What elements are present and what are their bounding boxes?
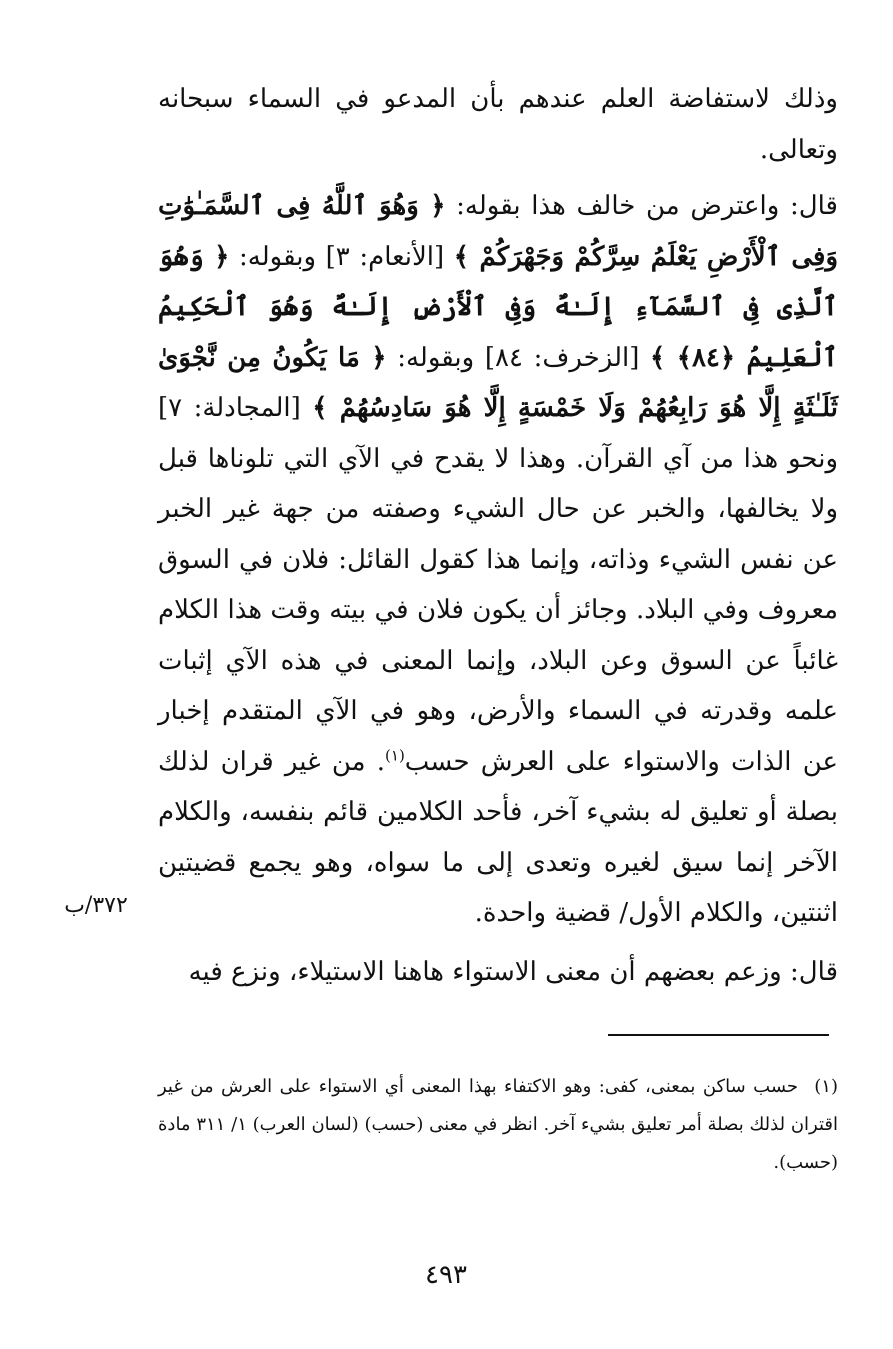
paragraph-2-body-b: . من غير قران لذلك بصلة أو تعليق له بشيء آخر، فأحد الكلامين قائم بنفسه، والكلام الآخر إنما سيق لغيره وتعدى إلى ما سواه، وهو يجمع قضيتين اثنتين، والكلام الأول/ قضية واحدة.	[158, 746, 838, 928]
paragraph-2	[158, 181, 838, 939]
paragraph-3: قال: وزعم بعضهم أن معنى الاستواء هاهنا الاستيلاء، ونزع فيه	[188, 956, 838, 987]
quran-verse-3: ﴿ مَا يَكُونُ مِن نَّجْوَىٰ ثَلَـٰثَةٍ إِلَّا هُوَ رَابِعُهُمْ وَلَا خَمْسَةٍ إِلَّا هُوَ سَادِسُهُمْ ﴾	[158, 342, 838, 423]
verse-reference-2: [الزخرف: ٨٤] وبقوله:	[386, 342, 651, 373]
main-text	[158, 74, 838, 997]
paragraph-2-body-a: [المجادلة: ٧] ونحو هذا من آي القرآن. وهذا لا يقدح في الآي التي تلوناها قبل ولا يخالفها، والخبر عن حال الشيء وصفته من جهة غير الخبر عن نفس الشيء وذاته، وإنما هذا كقول القائل: فلان في السوق معروف وفي البلاد. وجائز أن يكون فلان في بيته وقت هذا الكلام غائباً عن السوق وعن البلاد، وإنما المعنى في هذه الآي إثبات علمه وقدرته في السماء والأرض، وهو في الآي المتقدم إخبار عن الذات والاستواء على العرش حسب	[158, 393, 839, 777]
quran-verse-1: ﴿ وَهُوَ ٱللَّهُ فِى ٱلسَّمَـٰوَٰتِ وَفِى ٱلْأَرْضِ يَعْلَمُ سِرَّكُمْ وَجَهْرَكُمْ ﴾	[158, 191, 838, 272]
page-number: ٤٩٣	[425, 1260, 467, 1290]
paragraph-1: وذلك لاستفاضة العلم عندهم بأن المدعو في السماء سبحانه وتعالى.	[158, 84, 838, 165]
footnote-marker: (١)	[385, 745, 405, 764]
footnote-text: حسب ساكن بمعنى، كفى: وهو الاكتفاء بهذا المعنى أي الاستواء على العرش من غير اقتران لذلك بصلة أمر تعليق بشيء آخر. انظر في معنى (حسب) (لسان العرب) ١/ ٣١١ مادة (حسب).	[158, 1076, 839, 1173]
footnote	[158, 1068, 838, 1182]
manuscript-folio-note: ٣٧٢/ب	[64, 893, 128, 918]
footnote-separator	[608, 1034, 829, 1036]
verse-reference-1: [الأنعام: ٣] وبقوله:	[229, 241, 454, 272]
footnote-number: (١)	[814, 1076, 838, 1097]
quran-verse-2: ﴿ وَهُوَ ٱلَّذِى فِى ٱلسَّمَآءِ إِلَـٰهٌ وَفِى ٱلْأَرْضِ إِلَـٰهٌ وَهُوَ ٱلْحَكِيمُ ٱلْعَلِيمُ ﴿٨٤﴾ ﴾	[158, 241, 838, 373]
paragraph-2-intro: قال: واعترض من خالف هذا بقوله:	[445, 191, 838, 221]
